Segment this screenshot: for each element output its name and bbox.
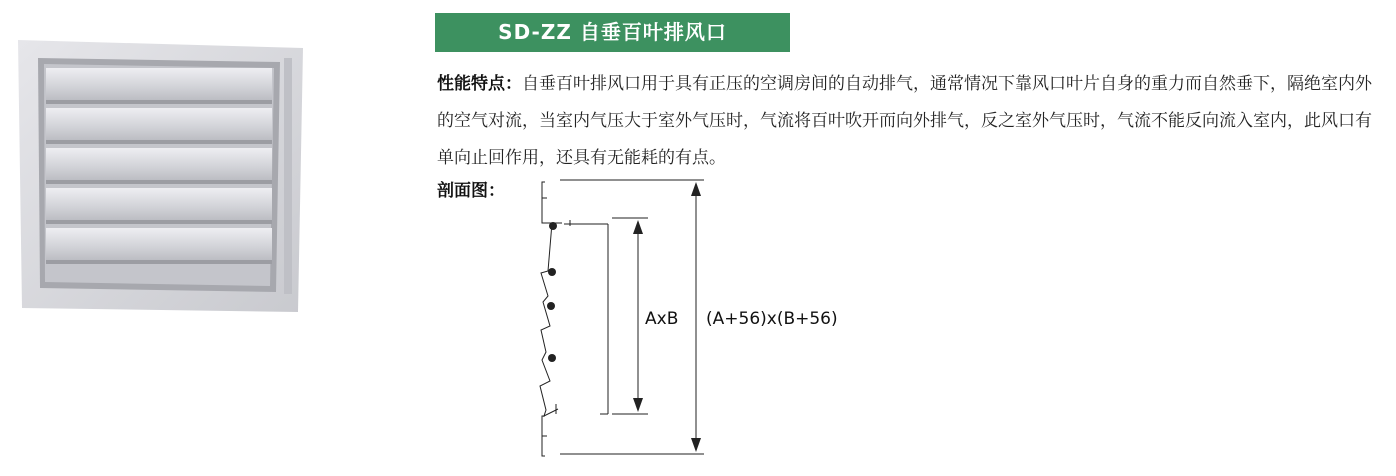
product-title: SD-ZZ 自垂百叶排风口 <box>435 13 790 52</box>
section-view-label: 剖面图： <box>437 181 505 201</box>
description-text: 自垂百叶排风口用于具有正压的空调房间的自动排气，通常情况下靠风口叶片自身的重力而自然垂下，隔绝室内外的空气对流，当室内气压大于室外气压时，气流将百叶吹开而向外排气，反之室外气压时，气流不能反向流入室内，此风口有单向止回作用，还具有无能耗的有点。 <box>437 74 1372 168</box>
section-view-diagram <box>530 176 870 476</box>
product-description <box>437 66 1387 177</box>
description-label: 性能特点： <box>437 74 522 94</box>
louver-vent-photo <box>18 40 303 312</box>
outer-dimension-label: (A+56)x(B+56) <box>706 309 838 329</box>
inner-dimension-label: AxB <box>645 309 679 329</box>
